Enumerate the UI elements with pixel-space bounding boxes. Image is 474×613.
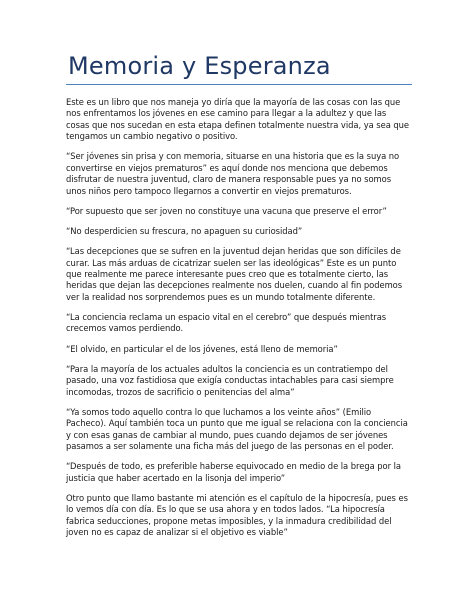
- paragraph-quote-frescura: “No desperdicien su frescura, no apaguen su curiosidad”: [66, 226, 303, 237]
- paragraph-decepciones: “Las decepciones que se sufren en la juventud dejan heridas que son difíciles de curar. Las más arduas de cicatrizar suelen ser las ideológicas” Este es un punto que realmente me parece interesante pues creo que es totalmente cierto, las heridas que dejan las decepciones realmente nos duelen, cuando al fin podemos ver la realidad nos sorprendemos pues es un mundo totalmente diferente.: [66, 246, 403, 302]
- paragraph-pacheco: “Ya somos todo aquello contra lo que luchamos a los veinte años” (Emilio Pacheco). Aquí también toca un punto que me igual se relaciona con la conciencia y con esas ganas de cambiar al mundo, pues cuando dejamos de ser jóvenes pasamos a ser solamente una ficha más del juego de las personas en el poder.: [66, 406, 408, 452]
- document-title: Memoria y Esperanza: [68, 52, 331, 80]
- paragraph-quote-memoria: “Ser jóvenes sin prisa y con memoria, situarse en una historia que es la suya no convertirse en viejos prematuros” es aquí donde nos menciona que debemos disfrutar de nuestra juventud, claro de manera responsable pues ya no somos unos niños pero tampoco llegarnos a convertir en viejos prematuros.: [66, 151, 400, 196]
- paragraph-hipocresia: Otro punto que llamo bastante mi atención es el capítulo de la hipocresía, pues es lo vemos día con día. Es lo que se usa ahora y en todos lados. “La hipocresía fabrica seducciones, propone metas imposibles, y la inmadura credibilidad del joven no es capaz de analizar si el objetivo es viable”: [66, 492, 408, 538]
- paragraph-quote-vacuna: “Por supuesto que ser joven no constituye una vacuna que preserve el error”: [66, 205, 387, 216]
- paragraph-adultos: “Para la mayoría de los actuales adultos la conciencia es un contratiempo del pasado, una voz fastidiosa que exigía conductas intachables para casi siempre incomodas, trozos de sacrificio o penitencias del alma”: [66, 363, 394, 397]
- paragraph-justicia: “Después de todo, es preferible haberse equivocado en medio de la brega por la justicia que haber acertado en la lisonja del imperio”: [66, 461, 401, 483]
- paragraph-intro: Este es un libro que nos maneja yo diría que la mayoría de las cosas con las que nos enfrentamos los jóvenes en ese camino para llegar a la adultez y que las cosas que nos sucedan en esta etapa definen totalmente nuestra vida, ya sea que tengamos un cambio negativo o positivo.: [66, 97, 410, 142]
- paragraph-conciencia: “La conciencia reclama un espacio vital en el cerebro” que después mientras crecemos vamos perdiendo.: [66, 312, 387, 334]
- paragraph-olvido: “El olvido, en particular el de los jóvenes, está lleno de memoria”: [66, 343, 338, 354]
- title-underline: [66, 84, 412, 85]
